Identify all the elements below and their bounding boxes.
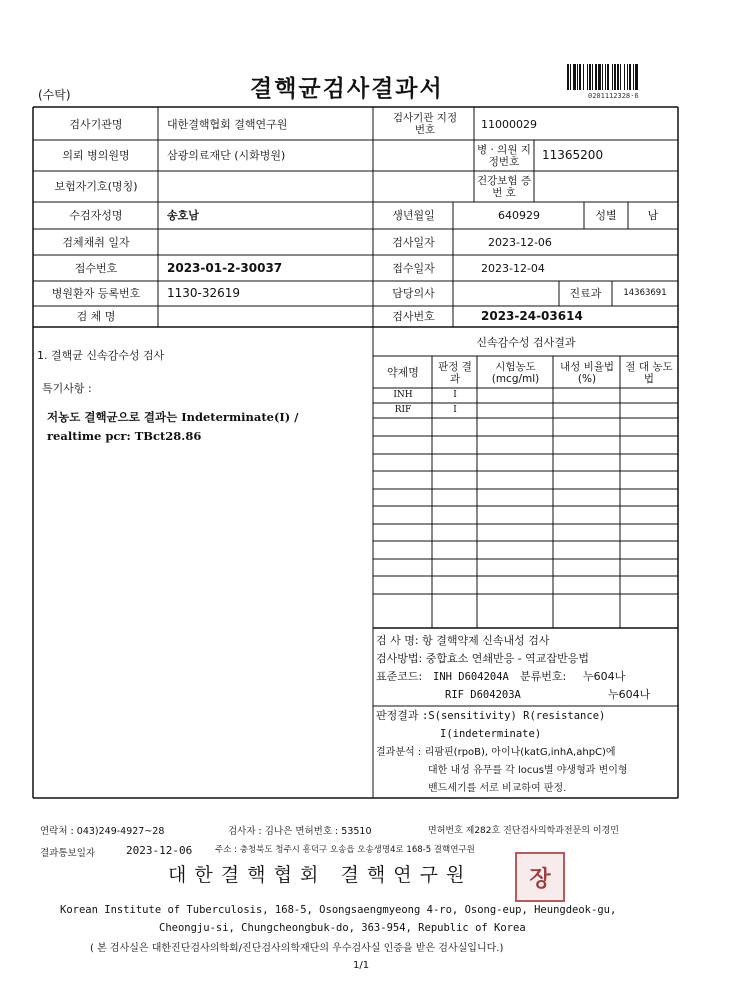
ins-value [167,171,473,202]
class-no-label: 분류번호: [520,670,567,683]
test-date-value: 2023-12-06 [488,235,552,249]
ins-label: 보험자기호(명칭) [54,180,138,193]
row-2-drug: RIF [394,405,412,415]
receipt-mark: (수탁) [38,88,71,102]
sex-label: 성별 [595,209,617,222]
inst-value: 대한결핵협회 결핵연구원 [167,117,288,131]
report-date: 2023-12-06 [126,844,193,857]
hosp-no-label: 병원환자 등록번호 [51,287,141,300]
analysis-label: 결과분석 : [376,747,422,758]
sex-value: 남 [647,209,659,222]
dept-label: 진료과 [569,287,602,300]
notes-label: 특기사항 : [42,382,92,395]
test-name-value: 항 결핵약제 신속내성 검사 [422,634,550,647]
col-ratio: 내성 비율법(%) [559,360,615,385]
page-number: 1/1 [353,960,370,971]
std-code-value-1: INH D604204A [433,671,509,683]
req-code-label: 병 · 의원 지정번호 [477,143,531,168]
barcode-number: 0201112328·6 [588,92,639,100]
std-code-label: 표준코드: [376,670,423,683]
tester: 검사자 : 김나은 면허번호 : 53510 [228,826,372,837]
test-method-value: 중합효소 연쇄반응 - 역교잡반응법 [425,652,589,665]
recv-date-label: 접수일자 [392,261,435,275]
test-method-label: 검사방법: [376,652,423,665]
judge-line-1: :S(sensitivity) R(resistance) [422,710,606,722]
collect-label: 검체채취 일자 [62,235,130,249]
patient-label: 수검자성명 [69,209,123,222]
judge-block [376,707,676,798]
row-2-judge: I [453,405,457,415]
inst-code-value: 11000029 [481,117,537,131]
judge-label: 판정결과 [376,709,419,722]
official-seal [515,852,565,902]
test-no-value: 2023-24-03614 [481,309,583,323]
patient-value: 송호남 [167,209,199,222]
contact: 연락처 : 043)249-4927~28 [40,826,165,837]
address: 주소 : 충청북도 청주시 흥덕구 오송읍 오송생명4로 168-5 결핵연구원 [215,845,475,855]
recv-date-value: 2023-12-04 [481,261,545,275]
recv-no-label: 접수번호 [74,261,118,275]
req-value: 삼광의료재단 (시화병원) [167,149,286,162]
result-table-title: 신속감수성 검사결과 [476,335,576,349]
req-label: 의뢰 병의원명 [62,149,130,162]
test-name-label: 검 사 명: [376,634,419,647]
hosp-no-value: 1130-32619 [167,286,241,300]
test-item: 1. 결핵균 신속감수성 검사 [37,349,165,362]
english-address-1: Korean Institute of Tuberculosis, 168-5, Osongsaengmyeong 4-ro, Osong-eup, Heungdeok-gu, [60,904,617,916]
ins-code-value [542,171,678,202]
analysis-line-1: 리팜핀(rpoB), 아이나(katG,inhA,ahpC)에 [424,747,616,758]
collect-value [167,229,373,255]
doctor-value [460,281,559,306]
analysis-line-2: 대한 내성 유무를 각 locus별 야생형과 변이형 [428,765,628,776]
test-no-label: 검사번호 [392,310,435,323]
method-block [376,632,676,704]
row-1-drug: INH [393,390,413,400]
english-address-2: Cheongju-si, Chungcheongbuk-do, 363-954, Republic of Korea [159,922,526,934]
analysis-line-3: 밴드세기를 서로 비교하여 판정. [428,783,567,794]
col-conc: 시험농도 (mcg/ml) [491,360,540,385]
dept-value: 14363691 [623,288,667,298]
note-line-2: realtime pcr: TBct28.86 [47,429,202,443]
dob-value: 640929 [498,209,540,222]
class-no-value-1: 누604나 [583,670,626,683]
specimen-value [167,306,373,327]
req-code-value: 11365200 [542,148,604,162]
row-1-judge: I [453,390,457,400]
col-abs: 절 대 농도법 [625,360,673,385]
document-title: 결핵균검사결과서 [250,75,444,102]
class-no-value-2: 누604나 [608,688,651,701]
specimen-label: 검 체 명 [76,310,116,323]
ins-code-label: 건강보험 증 번 호 [476,174,532,199]
test-date-label: 검사일자 [392,235,435,249]
judge-line-2: I(indeterminate) [440,728,542,740]
certification-note: ( 본 검사실은 대한진단검사의학회/진단검사의학재단의 우수검사실 인증을 받은 검사실입니다.) [90,943,504,954]
dob-label: 생년월일 [392,209,435,222]
note-line-1: 저농도 결핵균으로 결과는 Indeterminate(I) / [47,410,299,424]
inst-label: 검사기관명 [69,117,123,131]
license: 면허번호 제282호 진단검사의학과전문의 이경민 [428,826,619,836]
organization-name: 대 한 결 핵 협 회 결 핵 연 구 원 [168,864,466,886]
recv-no-value: 2023-01-2-30037 [167,260,283,275]
std-code-value-2: RIF D604203A [445,689,521,701]
report-date-label: 결과통보일자 [40,848,96,859]
col-judge: 판정 결과 [438,360,472,385]
inst-code-label: 검사기관 지정번호 [392,112,458,136]
doctor-label: 담당의사 [392,287,435,300]
seal-text: 장 [529,866,551,892]
col-drug: 약제명 [387,366,419,379]
